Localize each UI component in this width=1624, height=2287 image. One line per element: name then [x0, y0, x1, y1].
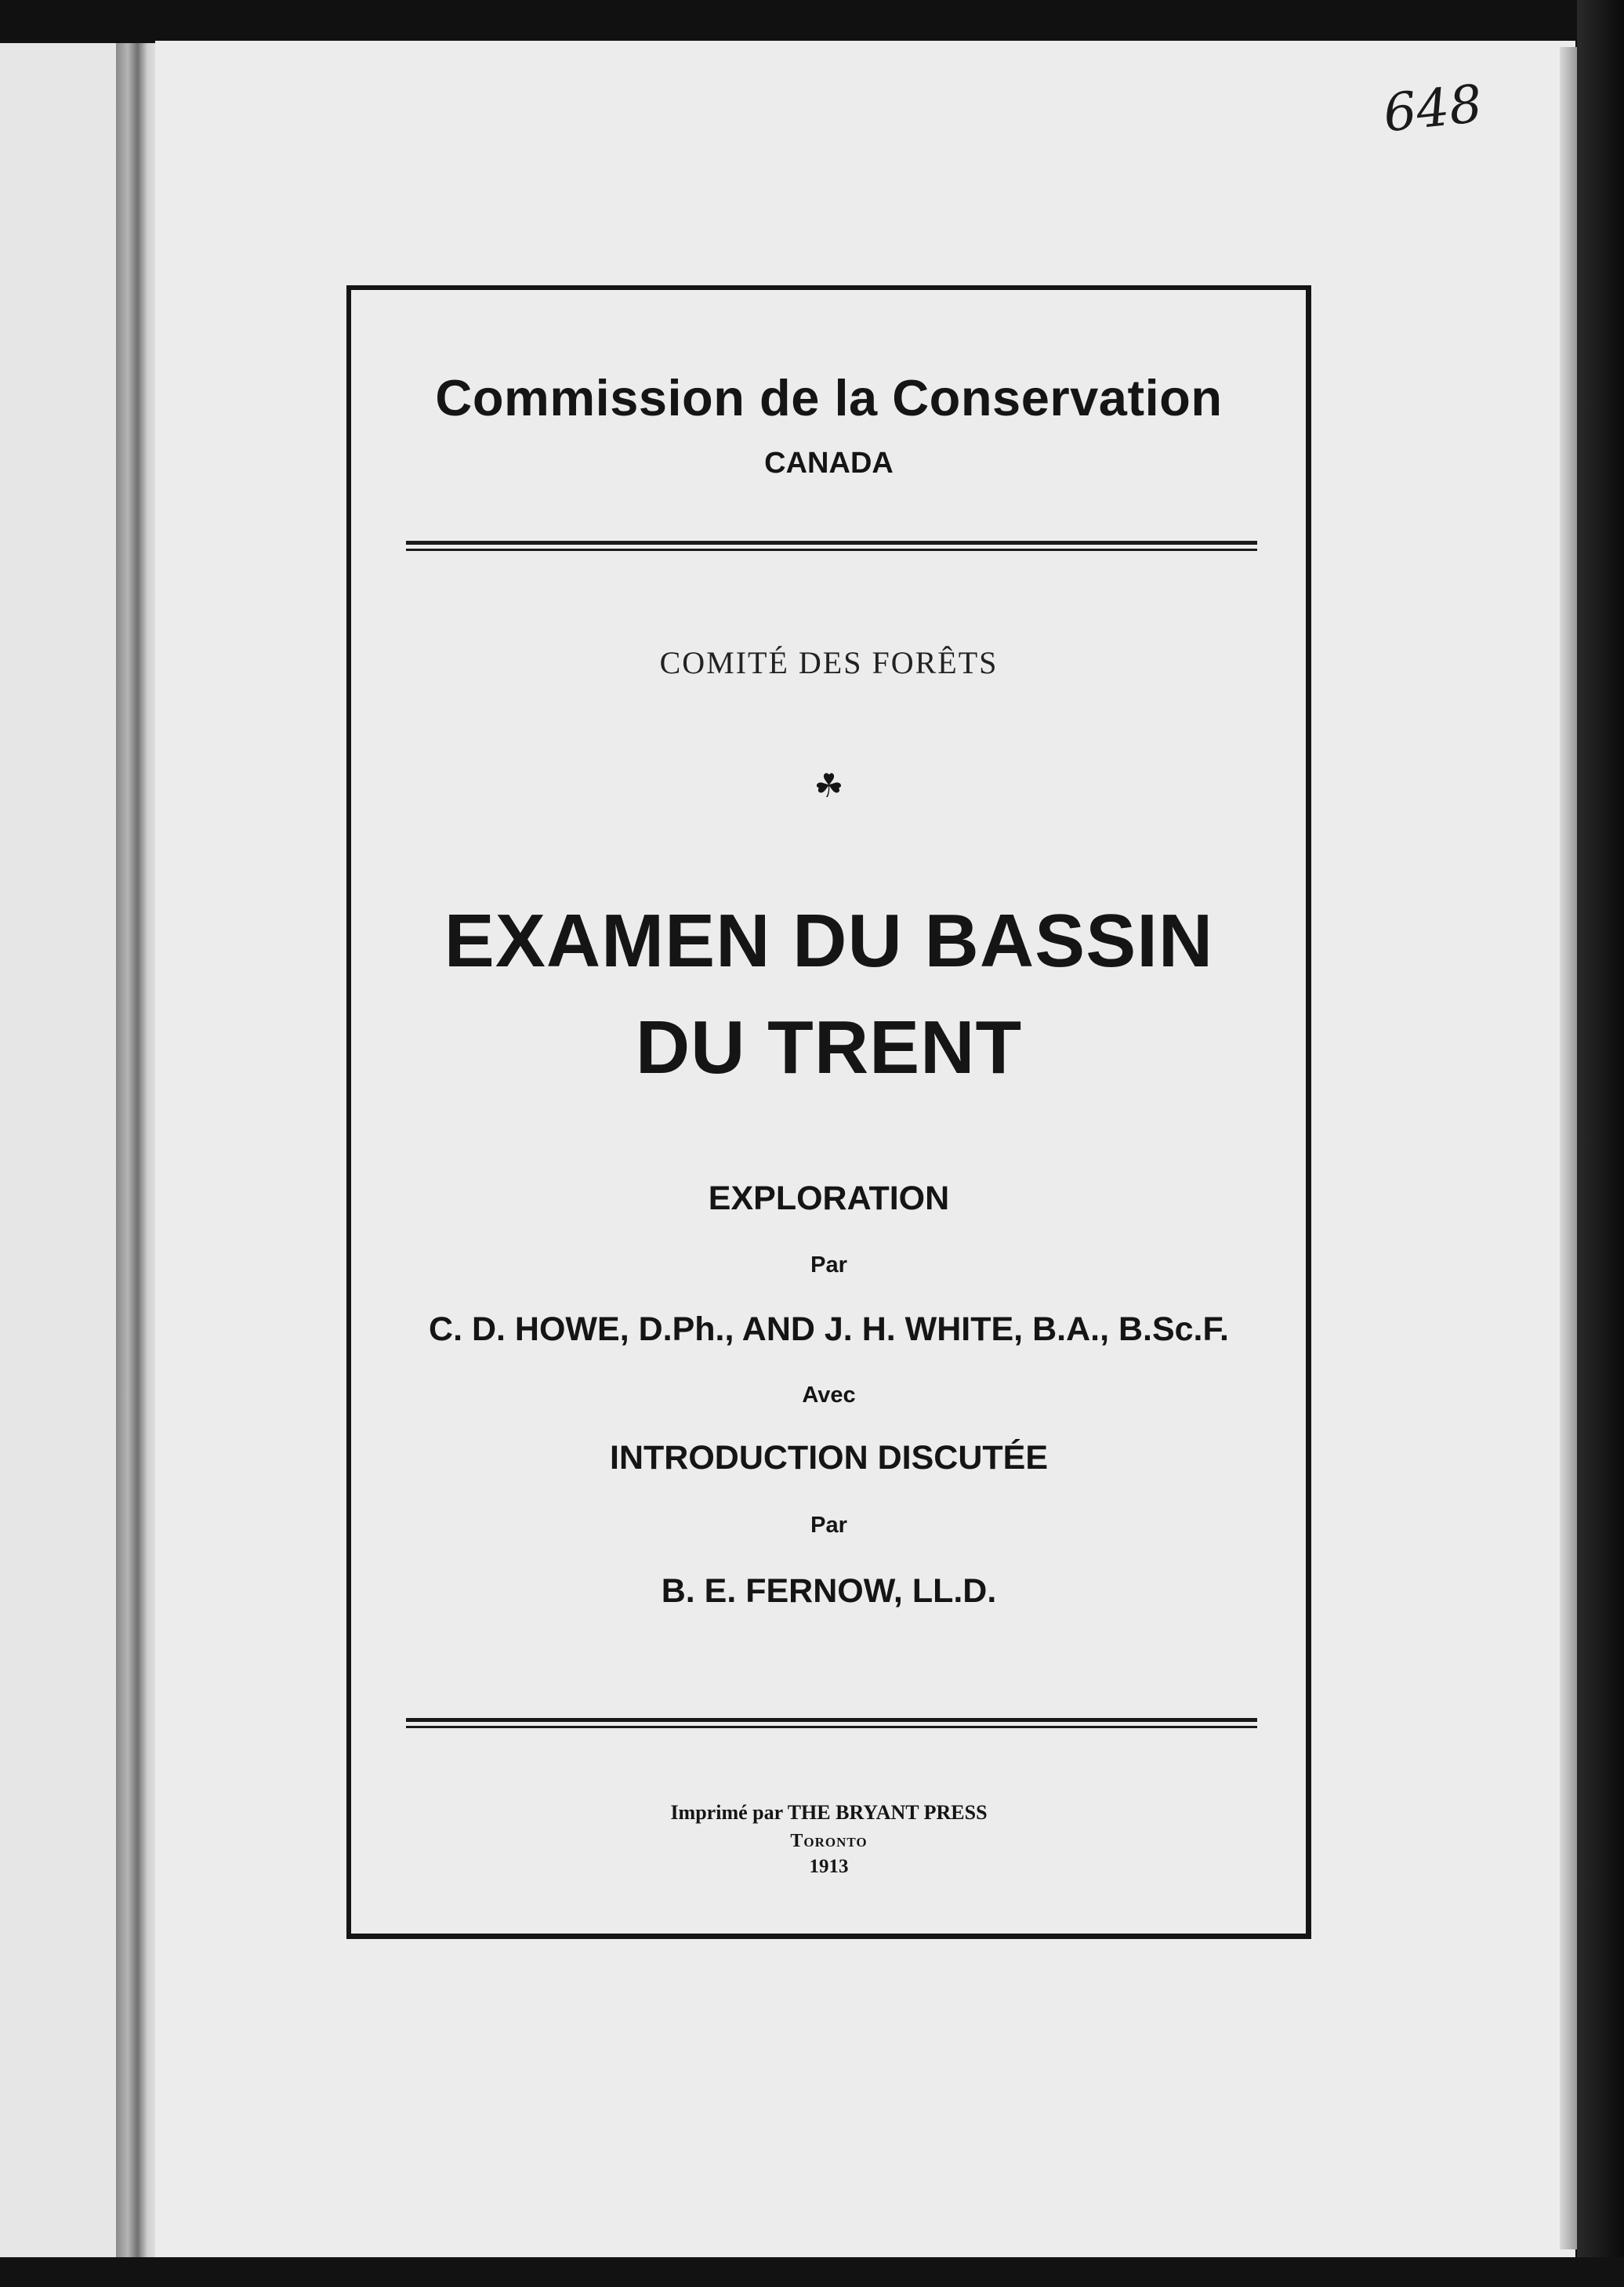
introduction-author: B. E. FERNOW, LL.D.: [661, 1572, 997, 1610]
page-edge: [1560, 47, 1577, 2249]
shamrock-ornament-icon: ☘: [814, 767, 844, 805]
organization-name: Commission de la Conservation: [435, 369, 1223, 426]
title-frame: [346, 285, 1311, 1939]
handwritten-page-number: 648: [1380, 73, 1485, 144]
title-line-1: EXAMEN DU BASSIN: [444, 899, 1214, 983]
committee-name: COMITÉ DES FORÊTS: [659, 645, 999, 680]
subtitle: EXPLORATION: [708, 1180, 950, 1217]
facing-page: [0, 43, 116, 2261]
title-line-2: DU TRENT: [635, 1006, 1023, 1089]
double-rule-top: [406, 541, 1257, 551]
imprint-year: 1913: [809, 1856, 849, 1877]
by-label-2: Par: [810, 1513, 847, 1538]
by-label: Par: [810, 1252, 847, 1278]
authors: C. D. HOWE, D.Ph., AND J. H. WHITE, B.A., B.Sc.F.: [429, 1310, 1229, 1348]
imprint-printer: Imprimé par THE BRYANT PRESS: [670, 1801, 988, 1824]
scan-border-right: [1577, 0, 1624, 2287]
imprint-city: Toronto: [790, 1831, 868, 1851]
country-name: CANADA: [764, 447, 894, 480]
book-gutter: [116, 43, 155, 2261]
scan-border-top: [0, 0, 1624, 45]
scan-border-bottom: [0, 2257, 1624, 2287]
with-label: Avec: [802, 1383, 856, 1408]
introduction-heading: INTRODUCTION DISCUTÉE: [610, 1439, 1048, 1477]
double-rule-bottom: [406, 1718, 1257, 1728]
